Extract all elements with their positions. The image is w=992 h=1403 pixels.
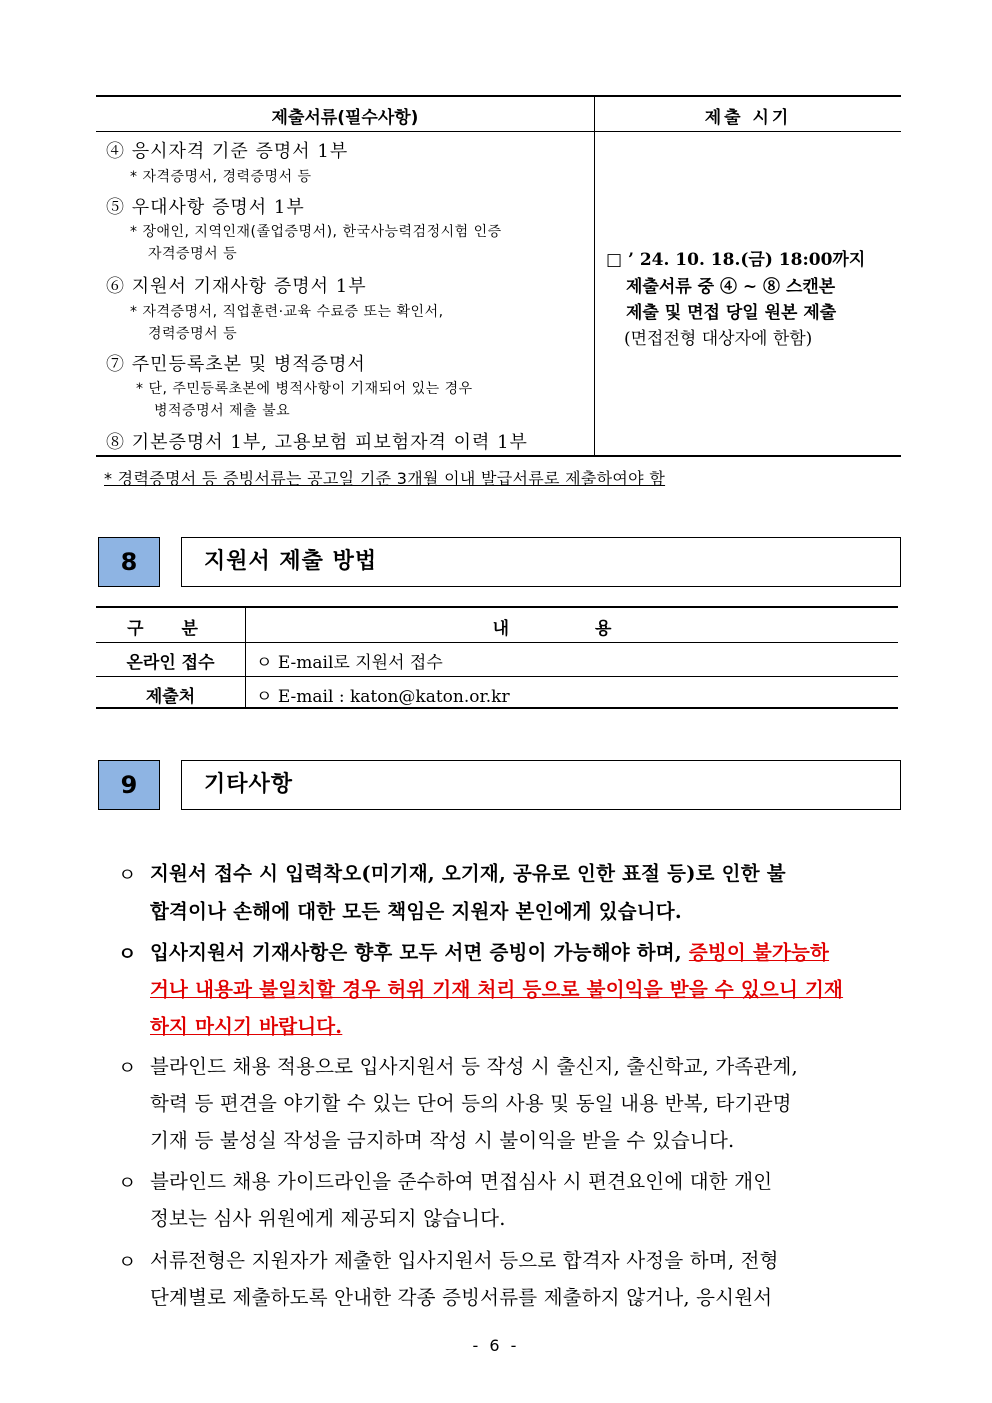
header-category: 구 분	[127, 619, 214, 639]
item-6-title: ⑥ 지원서 기재사항 증명서 1부	[106, 276, 367, 297]
row-email-value: ㅇ E-mail : katon@katon.or.kr	[256, 687, 510, 707]
bullet-4-line-1: 블라인드 채용 가이드라인을 준수하여 면접심사 시 편견요인에 대한 개인	[150, 1170, 773, 1193]
item-7-title: ⑦ 주민등록초본 및 병적증명서	[106, 354, 366, 375]
header-documents: 제출서류(필수사항)	[271, 108, 419, 128]
bullet-marker: ㅇ	[118, 1057, 137, 1079]
bullet-marker: ㅇ	[118, 1172, 137, 1194]
bullet-1-line-2: 합격이나 손해에 대한 모든 책임은 지원자 본인에게 있습니다.	[150, 900, 682, 923]
timing-line-4: (면접전형 대상자에 한함)	[624, 329, 813, 349]
section-8-title: 지원서 제출 방법	[181, 537, 901, 587]
bullet-3-line-1: 블라인드 채용 적용으로 입사지원서 등 작성 시 출신지, 출신학교, 가족관계,	[150, 1055, 798, 1078]
item-4-note: * 자격증명서, 경력증명서 등	[130, 169, 312, 185]
bullet-1-line-1: 지원서 접수 시 입력착오(미기재, 오기재, 공유로 인한 표절 등)로 인한 불	[150, 862, 786, 885]
bullet-marker: ㅇ	[118, 943, 137, 965]
bullet-5-line-2: 단계별로 제출하도록 안내한 각종 증빙서류를 제출하지 않거나, 응시원서	[150, 1286, 773, 1309]
bullet-2-line-3: 하지 마시기 바랍니다.	[150, 1015, 343, 1038]
bullet-3-line-3: 기재 등 불성실 작성을 금지하며 작성 시 불이익을 받을 수 있습니다.	[150, 1129, 735, 1152]
item-5-note-2: 자격증명서 등	[148, 246, 238, 262]
row-online-label: 온라인 접수	[126, 653, 215, 673]
section-9-number: 9	[98, 760, 160, 810]
timing-line-2: 제출서류 중 ④ ~ ⑧ 스캔본	[626, 277, 836, 297]
item-7-note-1: * 단, 주민등록초본에 병적사항이 기재되어 있는 경우	[136, 381, 473, 397]
item-6-note-1: * 자격증명서, 직업훈련·교육 수료증 또는 확인서,	[130, 304, 444, 320]
row-online-value: ㅇ E-mail로 지원서 접수	[256, 653, 443, 673]
timing-deadline: □ ’ 24. 10. 18.(금) 18:00까지	[606, 250, 866, 270]
footnote: * 경력증명서 등 증빙서류는 공고일 기준 3개월 이내 발급서류로 제출하여야 함	[104, 469, 666, 488]
item-5-title: ⑤ 우대사항 증명서 1부	[106, 197, 305, 218]
item-7-note-2: 병적증명서 제출 불요	[154, 403, 291, 419]
required-documents-table	[96, 95, 901, 457]
bullet-5-line-1: 서류전형은 지원자가 제출한 입사지원서 등으로 합격자 사정을 하며, 전형	[150, 1249, 779, 1272]
header-content: 내 용	[492, 619, 652, 639]
table-header	[96, 97, 901, 132]
bullet-2-line-1	[150, 937, 898, 965]
bullet-marker: ㅇ	[118, 864, 137, 886]
bullet-4-line-2: 정보는 심사 위원에게 제공되지 않습니다.	[150, 1207, 506, 1230]
timing-line-3: 제출 및 면접 당일 원본 제출	[626, 303, 837, 323]
submission-method-table	[96, 606, 898, 709]
item-6-note-2: 경력증명서 등	[148, 326, 238, 342]
section-9-title: 기타사항	[181, 760, 901, 810]
page-number: - 6 -	[472, 1336, 520, 1355]
bullet-3-line-2: 학력 등 편견을 야기할 수 있는 단어 등의 사용 및 동일 내용 반복, 타기관명	[150, 1092, 792, 1115]
table-row	[96, 643, 898, 677]
section-8-number: 8	[98, 537, 160, 587]
bullet-2-line-1-red: 증빙이 불가능하	[688, 941, 830, 964]
bullet-2-line-1-black: 입사지원서 기재사항은 향후 모두 서면 증빙이 가능해야 하며,	[150, 941, 689, 964]
item-8-title: ⑧ 기본증명서 1부, 고용보험 피보험자격 이력 1부	[106, 432, 528, 453]
bullet-2-line-2: 거나 내용과 불일치할 경우 허위 기재 처리 등으로 불이익을 받을 수 있으니 기재	[150, 978, 844, 1001]
header-timing: 제출 시기	[704, 108, 792, 128]
item-5-note-1: * 장애인, 지역인재(졸업증명서), 한국사능력검정시험 인증	[130, 224, 502, 240]
item-4-title: ④ 응시자격 기준 증명서 1부	[106, 141, 349, 162]
table-row	[96, 677, 898, 709]
row-email-label: 제출처	[145, 687, 196, 707]
table-header	[96, 608, 898, 643]
bullet-marker: ㅇ	[118, 1251, 137, 1273]
